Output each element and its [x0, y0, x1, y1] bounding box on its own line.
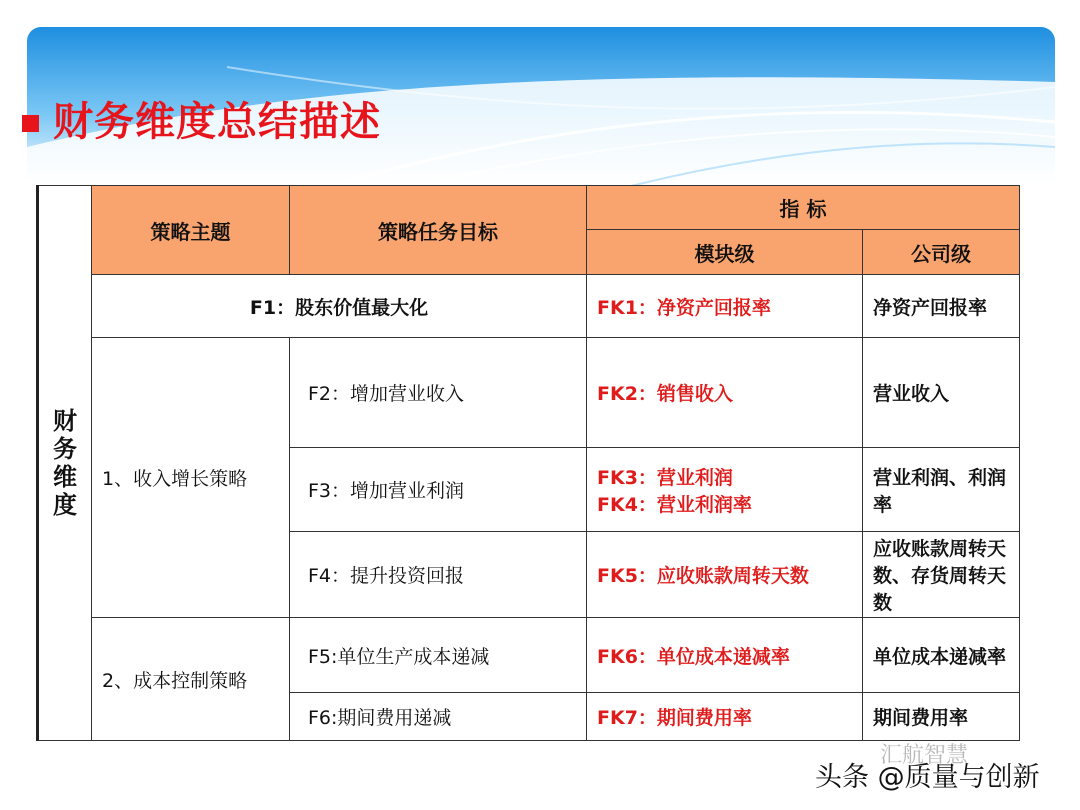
title-bullet-icon [22, 115, 39, 132]
f3-module [587, 448, 863, 532]
f5-module: FK6：单位成本递减率 [587, 618, 863, 693]
f1-company: 净资产回报率 [863, 275, 1020, 338]
f4-company: 应收账款周转天数、存货周转天数 [863, 532, 1020, 618]
f3-module-b: FK4：营业利润率 [597, 493, 752, 516]
header-indicator: 指 标 [587, 186, 1020, 230]
header-module-level: 模块级 [587, 230, 863, 275]
page-title: 财务维度总结描述 [53, 98, 381, 145]
watermark: 头条 @质量与创新 [815, 762, 1040, 793]
f1-goal: F1：股东价值最大化 [92, 275, 587, 338]
header-strategy-goal: 策略任务目标 [290, 186, 587, 275]
f2-module: FK2：销售收入 [587, 338, 863, 448]
f5-goal: F5:单位生产成本递减 [290, 618, 587, 693]
faint-watermark: 汇航智慧 [880, 743, 969, 768]
f3-module-a: FK3：营业利润 [597, 466, 733, 489]
title-row [22, 90, 381, 146]
header-strategy-theme: 策略主题 [92, 186, 290, 275]
financial-table [36, 185, 1018, 740]
theme-income-growth: 1、收入增长策略 [92, 338, 290, 618]
f6-goal: F6:期间费用递减 [290, 693, 587, 741]
theme-cost-control: 2、成本控制策略 [92, 618, 290, 741]
f1-module: FK1：净资产回报率 [587, 275, 863, 338]
f3-goal: F3：增加营业利润 [290, 448, 587, 532]
f6-company: 期间费用率 [863, 693, 1020, 741]
f4-module: FK5：应收账款周转天数 [587, 532, 863, 618]
side-label: 财务维度 [38, 186, 92, 741]
f2-goal: F2：增加营业收入 [290, 338, 587, 448]
f4-goal: F4：提升投资回报 [290, 532, 587, 618]
f6-module: FK7：期间费用率 [587, 693, 863, 741]
f2-company: 营业收入 [863, 338, 1020, 448]
header-company-level: 公司级 [863, 230, 1020, 275]
f3-company: 营业利润、利润率 [863, 448, 1020, 532]
f5-company: 单位成本递减率 [863, 618, 1020, 693]
